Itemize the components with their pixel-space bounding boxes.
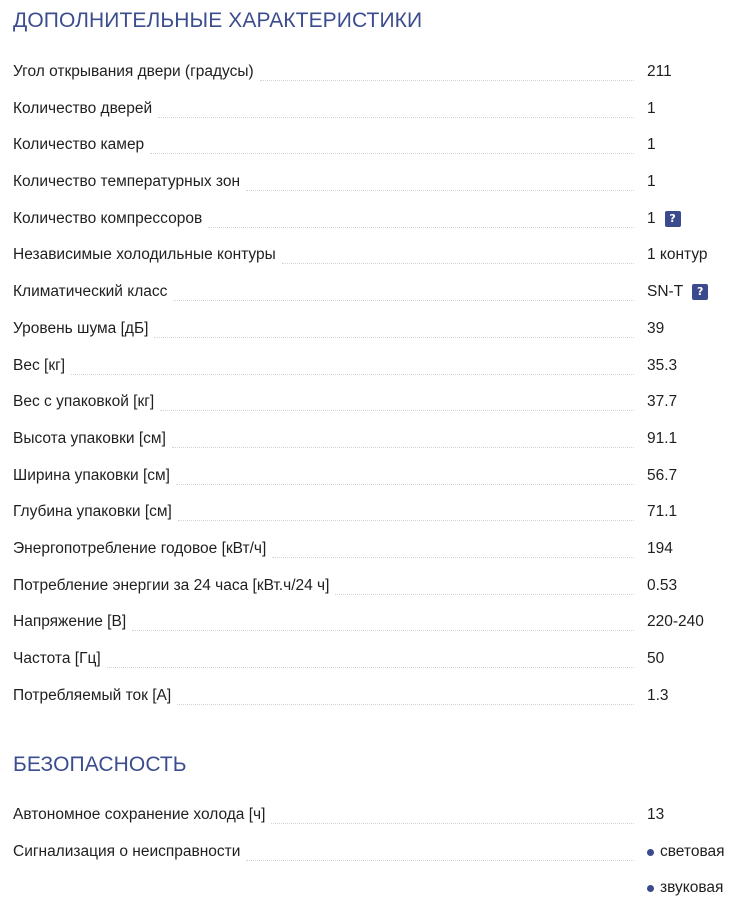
spec-list-safety <box>0 805 753 922</box>
bullet-dot-icon <box>647 849 654 856</box>
spec-value: световая <box>660 842 725 860</box>
spec-value: 211 <box>647 63 672 80</box>
spec-label: Количество температурных зон <box>13 173 240 191</box>
spec-row <box>0 539 753 576</box>
leader-dots <box>282 263 634 264</box>
spec-value: 37.7 <box>647 393 678 411</box>
spec-label: Угол открывания двери (градусы) <box>13 63 254 80</box>
spec-label: Независимые холодильные контуры <box>13 246 276 264</box>
spec-label: Потребление энергии за 24 часа [кВт.ч/24 ч] <box>13 576 330 594</box>
leader-dots <box>208 227 634 228</box>
spec-value: 0.53 <box>647 576 678 594</box>
spec-value: 13 <box>647 806 665 823</box>
spec-label: Количество компрессоров <box>13 209 203 227</box>
fault-alarm-list <box>647 842 725 915</box>
spec-label: Глубина упаковки [см] <box>13 503 172 521</box>
list-item <box>647 878 725 915</box>
spec-row <box>0 392 753 429</box>
spec-label: Климатический класс <box>13 283 168 301</box>
list-item <box>647 842 725 879</box>
question-mark-icon[interactable]: ? <box>665 211 681 227</box>
leader-dots <box>260 80 634 81</box>
spec-label: Уровень шума [дБ] <box>13 319 149 337</box>
spec-row <box>0 135 753 172</box>
spec-value: 1.3 <box>647 686 669 704</box>
leader-dots <box>272 557 634 558</box>
spec-label: Вес с упаковкой [кг] <box>13 393 155 411</box>
spec-label: Ширина упаковки [см] <box>13 466 170 484</box>
spec-row <box>0 209 753 246</box>
spec-value: 91.1 <box>647 429 678 447</box>
spec-label: Сигнализация о неисправности <box>13 842 241 860</box>
spec-value: 71.1 <box>647 503 678 521</box>
spec-row <box>0 99 753 136</box>
spec-label: Высота упаковки [см] <box>13 429 166 447</box>
leader-dots <box>335 594 634 595</box>
spec-label: Количество камер <box>13 136 145 154</box>
spec-row <box>0 429 753 466</box>
spec-label: Автономное сохранение холода [ч] <box>13 806 266 823</box>
leader-dots <box>160 410 634 411</box>
leader-dots <box>177 704 634 705</box>
leader-dots <box>154 337 634 338</box>
spec-value: 194 <box>647 539 673 557</box>
spec-value: 1 <box>647 136 656 154</box>
leader-dots <box>150 153 634 154</box>
leader-dots <box>107 667 634 668</box>
leader-dots <box>178 520 634 521</box>
section-title-additional: ДОПОЛНИТЕЛЬНЫЕ ХАРАКТЕРИСТИКИ <box>13 9 423 32</box>
spec-value: 1 <box>647 209 656 227</box>
leader-dots <box>173 300 634 301</box>
spec-label: Частота [Гц] <box>13 650 101 667</box>
spec-row <box>0 649 753 686</box>
leader-dots <box>172 447 634 448</box>
bullet-dot-icon <box>647 885 654 892</box>
spec-value: 1 контур <box>647 246 708 264</box>
spec-row <box>0 502 753 539</box>
spec-row <box>0 842 753 922</box>
spec-row <box>0 282 753 319</box>
section-title-safety: БЕЗОПАСНОСТЬ <box>13 753 187 776</box>
spec-row <box>0 356 753 393</box>
spec-list-additional <box>0 62 753 722</box>
spec-row <box>0 62 753 99</box>
spec-value: 1 <box>647 173 656 191</box>
spec-row <box>0 466 753 503</box>
spec-row <box>0 319 753 356</box>
leader-dots <box>132 630 634 631</box>
spec-value: 56.7 <box>647 466 678 484</box>
spec-row <box>0 612 753 649</box>
spec-label: Напряжение [В] <box>13 613 127 631</box>
spec-row <box>0 245 753 282</box>
spec-label: Энергопотребление годовое [кВт/ч] <box>13 539 267 557</box>
spec-row <box>0 172 753 209</box>
spec-value: SN-T <box>647 283 684 301</box>
spec-value: 220-240 <box>647 613 704 631</box>
spec-value: 1 <box>647 99 656 117</box>
leader-dots <box>71 374 634 375</box>
spec-row <box>0 805 753 842</box>
spec-label: Количество дверей <box>13 99 153 117</box>
leader-dots <box>176 484 634 485</box>
question-mark-icon[interactable]: ? <box>692 284 708 300</box>
leader-dots <box>246 190 634 191</box>
leader-dots <box>246 860 634 861</box>
spec-label: Вес [кг] <box>13 356 66 374</box>
spec-value: 39 <box>647 319 665 337</box>
spec-value: звуковая <box>660 879 724 897</box>
spec-row <box>0 576 753 613</box>
spec-value: 35.3 <box>647 356 678 374</box>
leader-dots <box>271 823 634 824</box>
spec-value: 50 <box>647 650 665 667</box>
spec-label: Потребляемый ток [А] <box>13 686 172 704</box>
leader-dots <box>158 117 634 118</box>
spec-row <box>0 686 753 723</box>
